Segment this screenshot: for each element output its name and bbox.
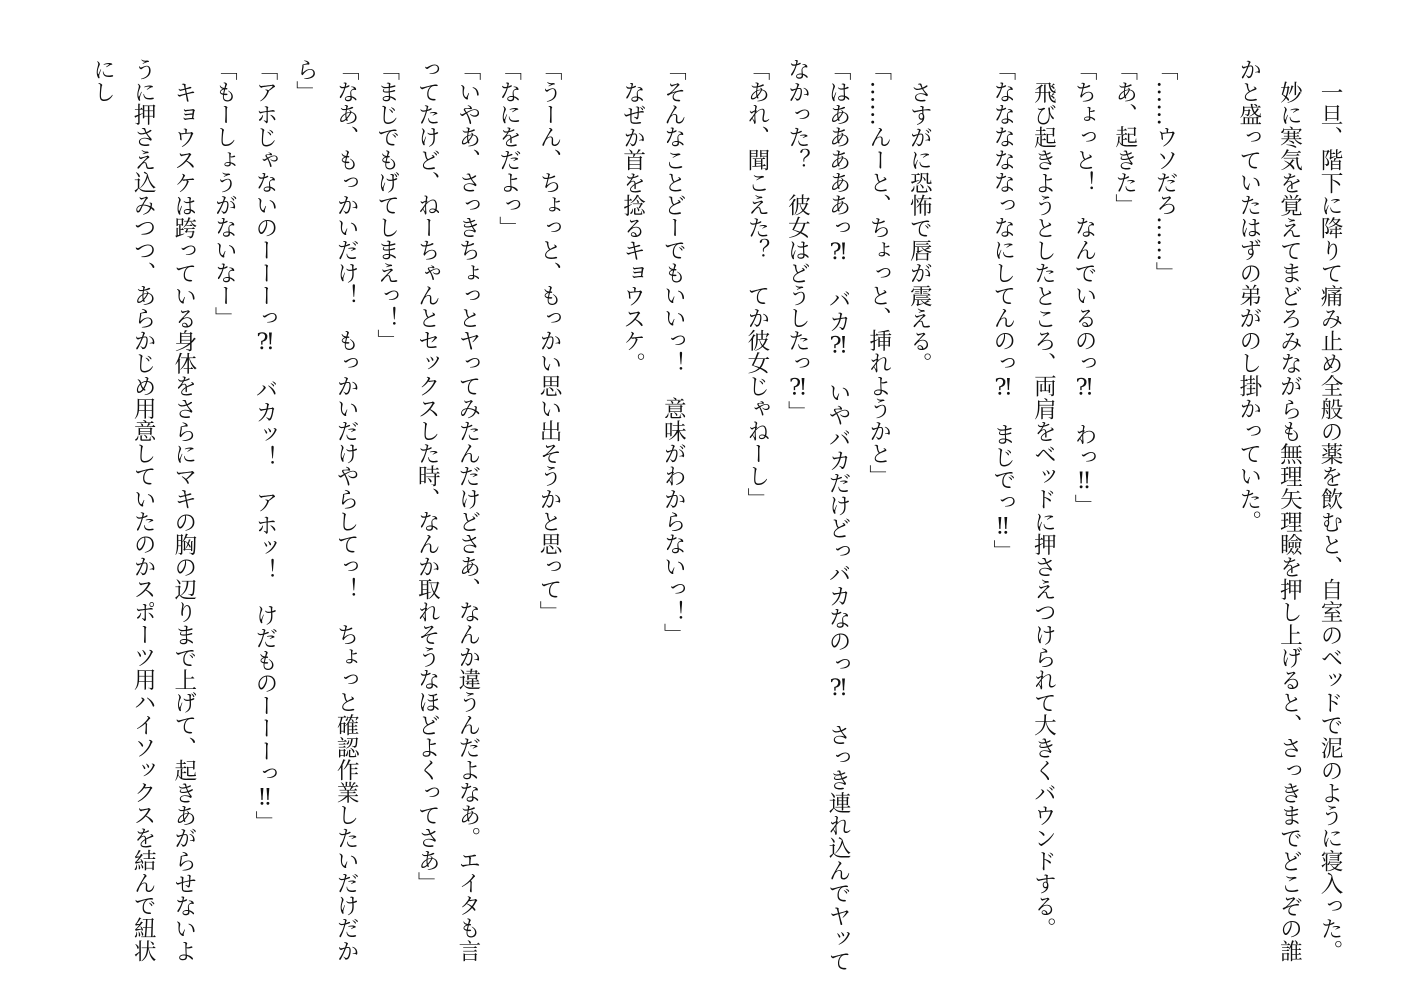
dialogue-line: 「アホじゃないのーーーっ⁈ バカッ！ アホッ！ けだものーーーっ‼」: [251, 58, 278, 834]
dialogue-line: 「そんなことどーでもいいっ！ 意味がわからないっ！」: [660, 58, 687, 646]
dialogue-line: 「……ウソだろ……」: [1152, 58, 1179, 284]
narration-line: キョウスケは跨っている身体をさらにマキの胸の辺りまで上げて、起きあがらせないように押さえ込みつつ、あらかじめ用意していたのかスポーツ用ハイソックスを結んで紐状にし: [89, 58, 197, 962]
dialogue-line: 「まじでもげてしまえっ！」: [373, 58, 400, 352]
narration-line: 妙に寒気を覚えてまどろみながらも無理矢理瞼を押し上げると、さっきまでどこぞの誰かと盛っていたはずの弟がのし掛かっていた。: [1235, 58, 1303, 962]
dialogue-line: 「いやあ、さっきちょっとヤってみたんだけどさあ、なんか違うんだよなあ。エイタも言ってたけど、ねーちゃんとセックスした時、なんか取れそうなほどよくってさあ」: [414, 58, 481, 962]
dialogue-line: 「なななななっなにしてんのっ⁈ まじでっ‼」: [989, 58, 1016, 562]
dialogue-line: 「はあああああっ⁈ バカ⁈ いやバカだけどっバカなのっ⁈ さっき連れ込んでヤッてなかった？ 彼女はどうしたっ⁈」: [784, 58, 852, 973]
dialogue-line: 「……んーと、ちょっと、挿れようかと」: [865, 58, 892, 488]
dialogue-line: 「あ、起きた」: [1111, 58, 1138, 217]
narration-line: 一旦、階下に降りて痛み止め全般の薬を飲むと、自室のベッドで泥のように寝入った。: [1317, 80, 1343, 962]
dialogue-line: 「うーん、ちょっと、もっかい思い出そうかと思って」: [536, 58, 563, 623]
narration-line: 飛び起きようとしたところ、両肩をベッドに押さえつけられて大きくバウンドする。: [1030, 80, 1057, 940]
vertical-text-body: [39, 58, 1350, 978]
narration-line: なぜか首を捻るキョウスケ。: [619, 80, 646, 375]
dialogue-line: 「もーしょうがないなー」: [211, 58, 238, 330]
dialogue-line: 「なにをだよっ」: [495, 58, 522, 239]
dialogue-line: 「あれ、聞こえた？ てか彼女じゃねーし」: [743, 58, 770, 510]
dialogue-line: 「なあ、もっかいだけ！ もっかいだけやらしてっ！ ちょっと確認作業したいだけだから」: [292, 58, 360, 962]
narration-line: さすがに恐怖で唇が震える。: [906, 80, 933, 375]
dialogue-line: 「ちょっと！ なんでいるのっ⁈ わっ‼」: [1071, 58, 1098, 517]
